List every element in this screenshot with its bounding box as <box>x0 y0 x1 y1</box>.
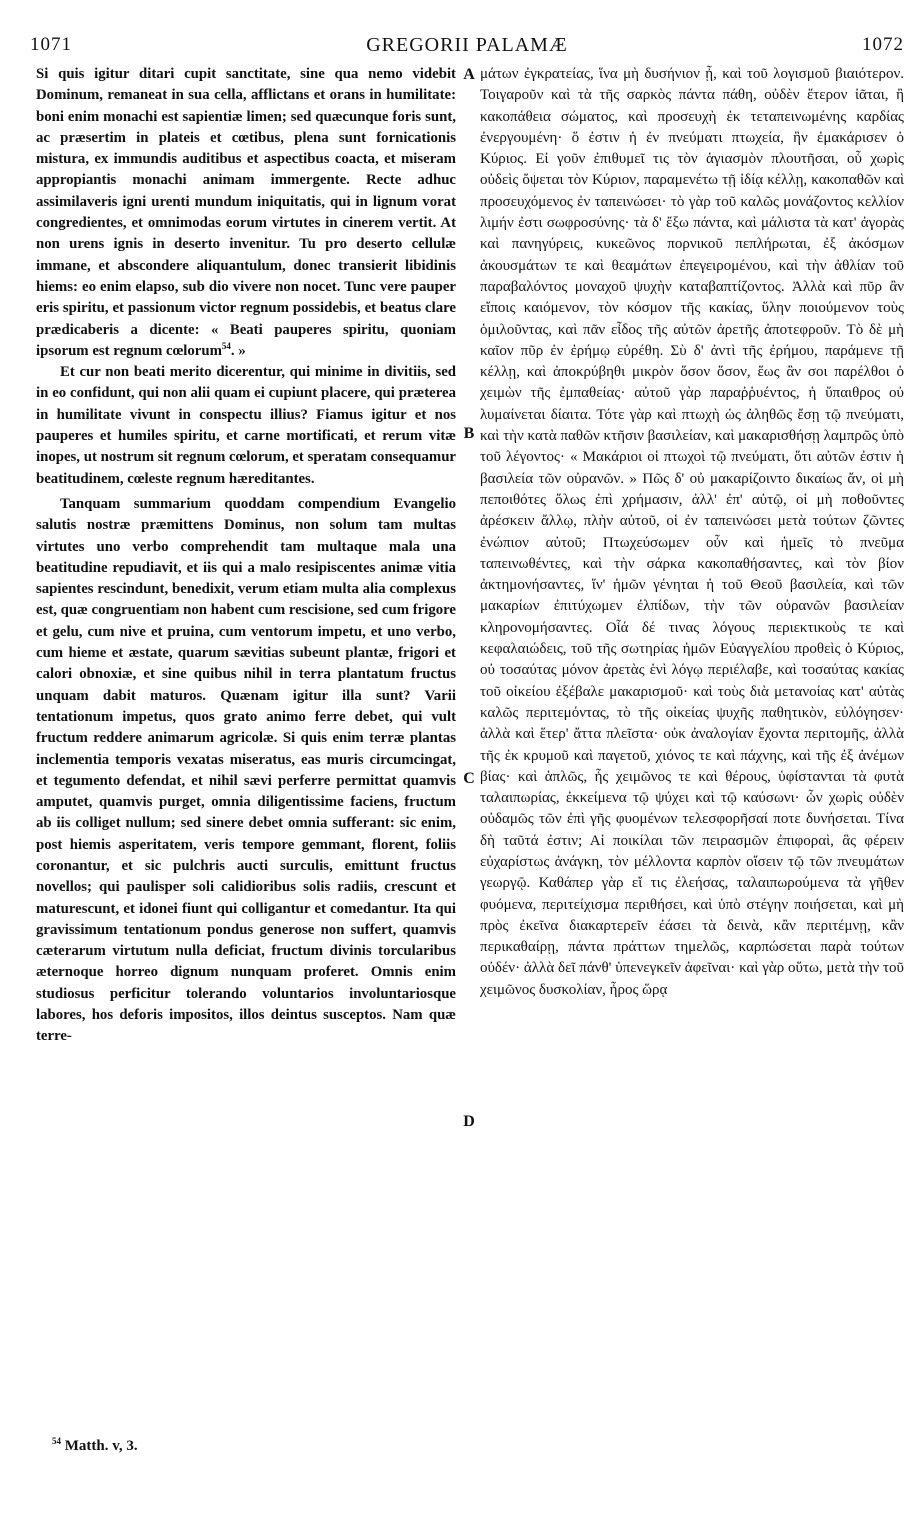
latin-column <box>36 64 456 1048</box>
greek-paragraph-1: μάτων ἐγκρατείας, ἵνα μὴ δυσήνιον ᾖ, καὶ τοῦ λογισμοῦ βιαιότερον. Τοιγαροῦν καὶ τὰ τῆς σαρκὸς πάντα πάθη, οὐδὲν ἕτερον ἰᾶται, ἢ κακοπάθεια σώματος, καὶ προσευχὴ ἐκ τεταπεινωμένης καρδίας ἐνεργουμένη· ὅ ἐστιν ἡ ἐν πνεύματι πτωχεία, ἣν ἐμακάρισεν ὁ Κύριος. Εἰ γοῦν ἐπιθυμεῖ τις τὸν ἁγιασμὸν πλουτῆσαι, οὗ χωρὶς οὐδεὶς ὄψεται τὸν Κύριον, παραμενέτω τῇ ἰδίᾳ κέλλῃ, κακοπαθῶν καὶ προσευχόμενος ἐν ταπεινώσει· τὸ γὰρ τοῦ καλῶς μονάζοντος κελλίον λιμήν ἐστι σωφροσύνης· τὰ δ' ἔξω πάντα, καὶ μάλιστα τὰ κατ' ἀγορὰς καὶ πανηγύρεις, κυκεῶνος πορνικοῦ πεπλήρωται, ἐξ ἀκόσμων ἀκουσμάτων τε καὶ θεαμάτων ἐπεγειρομένου, καὶ τὴν ἀθλίαν τοῦ παραβαλόντος μοναχοῦ ψυχὴν καταβαπτίζοντος. Ἀλλὰ καὶ πῦρ ἂν εἴποις καιόμενον, τὸν κόσμον τῆς κακίας, ὕλην ποιούμενον τοὺς ὁμιλοῦντας, καὶ πᾶν εἶδος τῆς αὐτῶν ἀρετῆς ἀποτεφροῦν. Τὸ δὲ μὴ καῖον πῦρ ἐν ἐρήμῳ εὑρέθη. Σὺ δ' ἀντὶ τῆς ἐρήμου, παράμενε τῇ κέλλῃ, καὶ ἀποκρύβηθι μικρὸν ὅσον ὅσον, ἕως ἂν σοι παρέλθοι ὁ χειμὼν τῆς ἐμπαθείας· αὐτοῦ γὰρ παραῤῥυέντος, ἡ ὕπαιθρος οὐ λυμαίνεται δίαιτα. Τότε γὰρ καὶ πτωχὴ ὡς ἀληθῶς ἔσῃ τῷ πνεύματι, καὶ τὴν κατὰ παθῶν κτῆσιν βασιλείαν, καὶ μακαρισθήσῃ λαμπρῶς ὑπὸ τοῦ λέγοντος· « Μακάριοι οἱ πτωχοὶ τῷ πνεύματι, ὅτι αὐτῶν ἐστιν ἡ βασιλεία τῶν οὐρανῶν. » Πῶς δ' οὐ μακαρίζοιντο δικαίως ἄν, οἱ μὴ πεποιθότες ὅλως ἐπὶ χρήμασιν, ἀλλ' ἐπ' αὐτῷ, οἱ μὴ ποθοῦντες ἀρέσκειν ἄλλῳ, πλὴν αὐτοῦ, οἱ ἐν ταπεινώσει μετὰ τούτων ζῶντες ἐνώπιον αὐτοῦ; Πτωχεύσωμεν οὖν καὶ ἡμεῖς τὸ πνεῦμα ταπεινωθέντες, καὶ τὴν σάρκα κακοπαθήσαντες, καὶ τὸν βίον ἀκτημονήσαντες, ἵν' ἡμῶν γένηται ἡ τοῦ Θεοῦ βασιλεία, καὶ τῶν μακαρίων ἐπιτύχωμεν ἐλπίδων, τὴν τῶν οὐρανῶν βασιλείαν κληρονομήσαντες. Οἷά δέ τινας λόγους περιεκτικοὺς τε καὶ κεφαλαιώδεις, τοῦ τῆς σωτηρίας ἡμῶν Εὐαγγελίου προθεὶς ὁ Κύριος, οὐ τοσαύτας μόνον ἀρετὰς ἑνὶ λόγῳ περιέλαβε, καὶ τοσαύτας κακίας τοῦ οἰκείου ἐξέβαλε μακαρισμοῦ· καὶ τοὺς διὰ μετανοίας κατ' αὐτὰς καλῶς περιτεμόντας, τὸ τῆς οἰκείας ψυχῆς παθητικὸν, εὐλόγησεν· ἀλλὰ καὶ ἕτερ' ἄττα πλεῖστα· οὐκ ἀναλογίαν ἔχοντα περιτομῆς, ἀλλὰ τῆς ἐκ κρυμοῦ καὶ παγετοῦ, χιόνος τε καὶ πάχνης, καὶ τῆς ἐξ ἀνέμων βίας· καὶ ἁπλῶς, ἧς χειμῶνος τε καὶ θέρους, ὑφίστανται τὰ φυτὰ ταλαιπωρίας, ἐκκείμενα τῷ ψύχει καὶ τῷ καύσωνι· ὧν χωρὶς οὐδὲν οὐδαμῶς τῶν ἐπὶ γῆς φυομένων τελεσφορῆσαί ποτε δυνήσεται. Τίνα δὴ ταῦτά ἐστιν; Αἱ ποικίλαι τῶν πειρασμῶν ἐπιφοραὶ, ἃς φέρειν εὐχαρίστως ἀνάγκη, τὸν μέλλοντα καρπὸν οἴσειν τῷ τῶν πνευμάτων γεωργῷ. Καθάπερ γὰρ εἴ τις ἐλεήσας, ταλαιπωρούμενα τὰ γῆθεν φυόμενα, περιτείχισμα περιθήσει, καὶ ὑπὸ στέγην ποιήσεται, καὶ μὴ πρὸς ἐκεῖνα διακαρτερεῖν ἐάσει τὰ δεινὰ, κἂν περιτέμνῃ, κἂν περικαθαίρῃ, πάντα πράττων τημελῶς, καρπώσεται παρὰ τούτων οὐδέν· ἀλλὰ δεῖ πάνθ' ὑπενεγκεῖν ἀφεῖναι· καὶ γὰρ οὕτω, μετὰ τὴν τοῦ χειμῶνος δυσκολίαν, ἦρος ὥρᾳ <box>480 66 904 998</box>
margin-marker-a: A <box>463 66 475 83</box>
greek-column <box>480 64 904 1001</box>
running-header <box>30 34 904 64</box>
footnote <box>52 1438 138 1455</box>
latin-paragraph-3: Tanquam summarium quoddam compendium Evangelio salutis nostræ præmittens Dominus, non solum tam multas virtutes uno verbo comprehendit tam multaque mala una beatitudine repudiavit, et iis qui a malo resipiscentes animæ vitia sapientes rescindunt, benedixit, verum etiam multa alia complexus est, quæ congruentiam non habent cum rescisione, sed cum frigore et gelu, cum nive et pruina, cum ventorum impetu, et uno verbo, cum hieme et æstate, quarum sævitias subeunt plantæ, frigori et calori obnoxiæ, et sine quibus nihil in terra plantatum fructus unquam dabit maturos. Quænam igitur illa sunt? Varii tentationum impetus, quos grato animo ferre debet, qui vult fructum reddere animarum agricolæ. Si quis enim terræ plantas inclementia temporis vexatas miseratus, eas muris circumcingat, et tegumento defendat, et nihil sævi perferre permittat quamvis amputet, quamvis purget, omnia diligentissime faciens, fructum ab iis colliget nullum; sed sinere debet omnia sufferant: sic enim, post hiemis asperitatem, veris tempore gemmant, florent, foliis coronantur, et sic pulchris aucti surculis, emittunt fructus novellos; qui paulisper soli calidioribus solis radiis, crescunt et maturescunt, et idonei fiunt qui colligantur et comedantur. Ita qui gravissimum tentationum pondus generose non suffert, quamvis cæterarum virtutum nulla deficiat, fructum divinis torcularibus æternoque horreo dignum nunquam proferet. Omnis enim studiosus perficitur tolerando voluntarios involuntariosque labores, hos deforis impositos, illos deintus susceptos. Nam quæ terre- <box>36 495 456 1045</box>
running-title: GREGORII PALAMÆ <box>366 34 568 56</box>
footnote-ref: 54 <box>221 340 231 351</box>
footnote-text: Matth. v, 3. <box>64 1438 138 1454</box>
margin-marker-c: C <box>463 770 475 787</box>
latin-paragraph-2: Et cur non beati merito dicerentur, qui minime in divitiis, sed in eo confidunt, qui non alii quam ei cupiunt placere, qui præterea in humilitate vivunt in conspectu illius? Fiamus igitur et nos pauperes et humiles spiritu, et carne mortificati, et rerum vitæ inopes, ut nostrum sit regnum cœlorum, et speratam consequamur beatitudinem, cœleste regnum hæreditantes. <box>36 364 456 487</box>
left-page-number: 1071 <box>30 34 72 55</box>
latin-paragraph-1: Si quis igitur ditari cupit sanctitate, sine qua nemo videbit Dominum, remaneat in sua cella, afflictans et orans in humilitate: boni enim monachi est sapientiæ limen; sed quæcunque foris sunt, ac præsertim in plateis et cœtibus, plena sunt fornicationis mistura, ex immundis auditibus et aspectibus coacta, et miseram appropiantis monachi animam immergente. Recte adhuc assimilaveris igni urenti mundum iniquitatis, qui in lignum vorat congredientes, et omnimodas eorum virtutes in cinerem vertit. At non urens ignis in deserto invenitur. Tu pro deserto cellulæ immane, et abscondere aliquantulum, donec transierit libidinis hiems: eo enim elapso, sub dio vivere non nocet. Tunc vere pauper eris spiritu, et passionum victor regnum possidebis, et beatus clare prædicaberis a dicente: « Beati pauperes spiritu, quoniam ipsorum est regnum cœlorum$^{54}$. » <box>36 66 456 359</box>
margin-marker-d: D <box>463 1113 475 1130</box>
right-page-number: 1072 <box>862 34 904 55</box>
margin-marker-b: B <box>463 425 475 442</box>
footnote-number: 54 <box>52 1436 61 1446</box>
